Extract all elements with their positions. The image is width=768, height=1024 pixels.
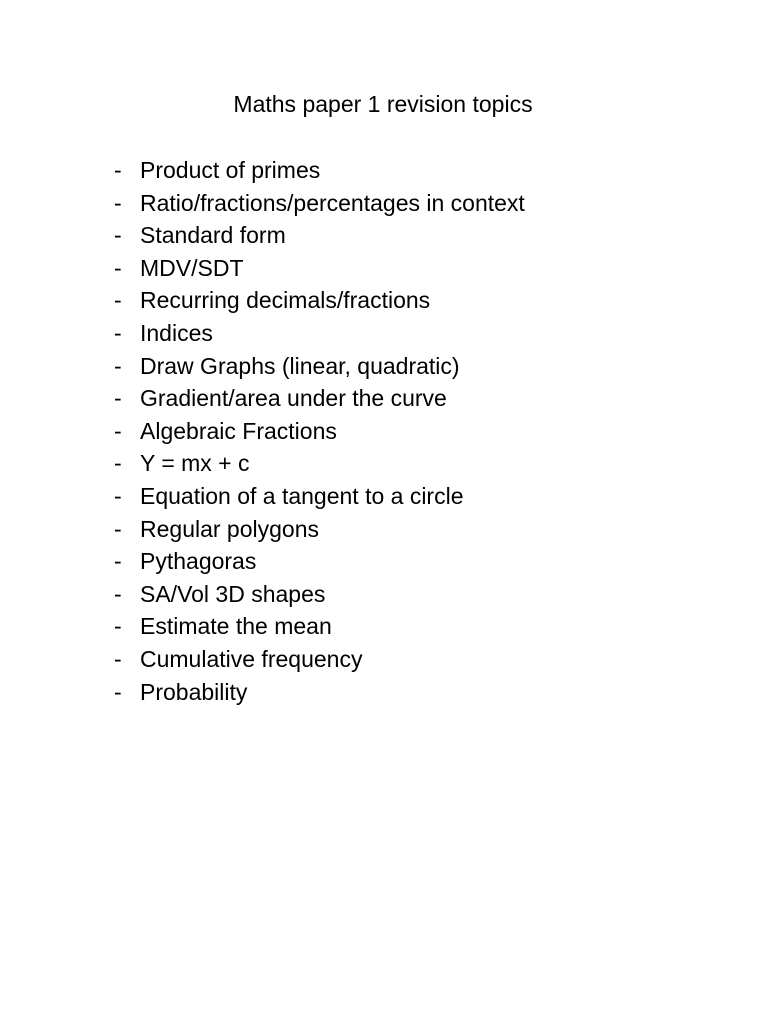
- topic-label: Y = mx + c: [140, 450, 250, 477]
- list-bullet: -: [114, 645, 122, 672]
- document-title: [0, 88, 768, 120]
- list-bullet: -: [114, 580, 122, 607]
- list-bullet: -: [114, 189, 122, 216]
- topic-label: Product of primes: [140, 157, 321, 183]
- list-bullet: -: [114, 548, 122, 575]
- topic-label: Gradient/area under the curve: [140, 385, 447, 412]
- topic-label: Ratio/fractions/percentages in context: [140, 189, 525, 216]
- topic-label: Algebraic Fractions: [140, 417, 337, 444]
- list-bullet: -: [114, 515, 122, 542]
- topic-label: MDV/SDT: [140, 254, 244, 281]
- list-bullet: -: [114, 678, 122, 705]
- list-bullet: -: [114, 222, 122, 249]
- topic-label: Cumulative frequency: [140, 645, 363, 672]
- topic-label: Indices: [140, 319, 213, 346]
- document-title-text: Maths paper 1 revision topics: [233, 91, 533, 117]
- list-bullet: -: [114, 385, 122, 412]
- list-bullet: -: [114, 613, 122, 640]
- list-bullet: -: [114, 450, 122, 477]
- topic-label: Draw Graphs (linear, quadratic): [140, 352, 460, 379]
- topic-label: Equation of a tangent to a circle: [140, 482, 464, 509]
- topic-label: Regular polygons: [140, 515, 320, 542]
- list-bullet: -: [114, 482, 122, 509]
- topic-label: Pythagoras: [140, 548, 257, 575]
- list-bullet: -: [114, 319, 122, 346]
- topic-label: Probability: [140, 678, 248, 705]
- topic-label: SA/Vol 3D shapes: [140, 580, 326, 607]
- list-bullet: -: [114, 157, 122, 183]
- topic-label: Standard form: [140, 222, 286, 249]
- list-bullet: -: [114, 287, 122, 314]
- list-bullet: -: [114, 352, 122, 379]
- topic-label: Estimate the mean: [140, 613, 332, 640]
- topic-label: Recurring decimals/fractions: [140, 287, 431, 314]
- list-bullet: -: [114, 417, 122, 444]
- list-bullet: -: [114, 254, 122, 281]
